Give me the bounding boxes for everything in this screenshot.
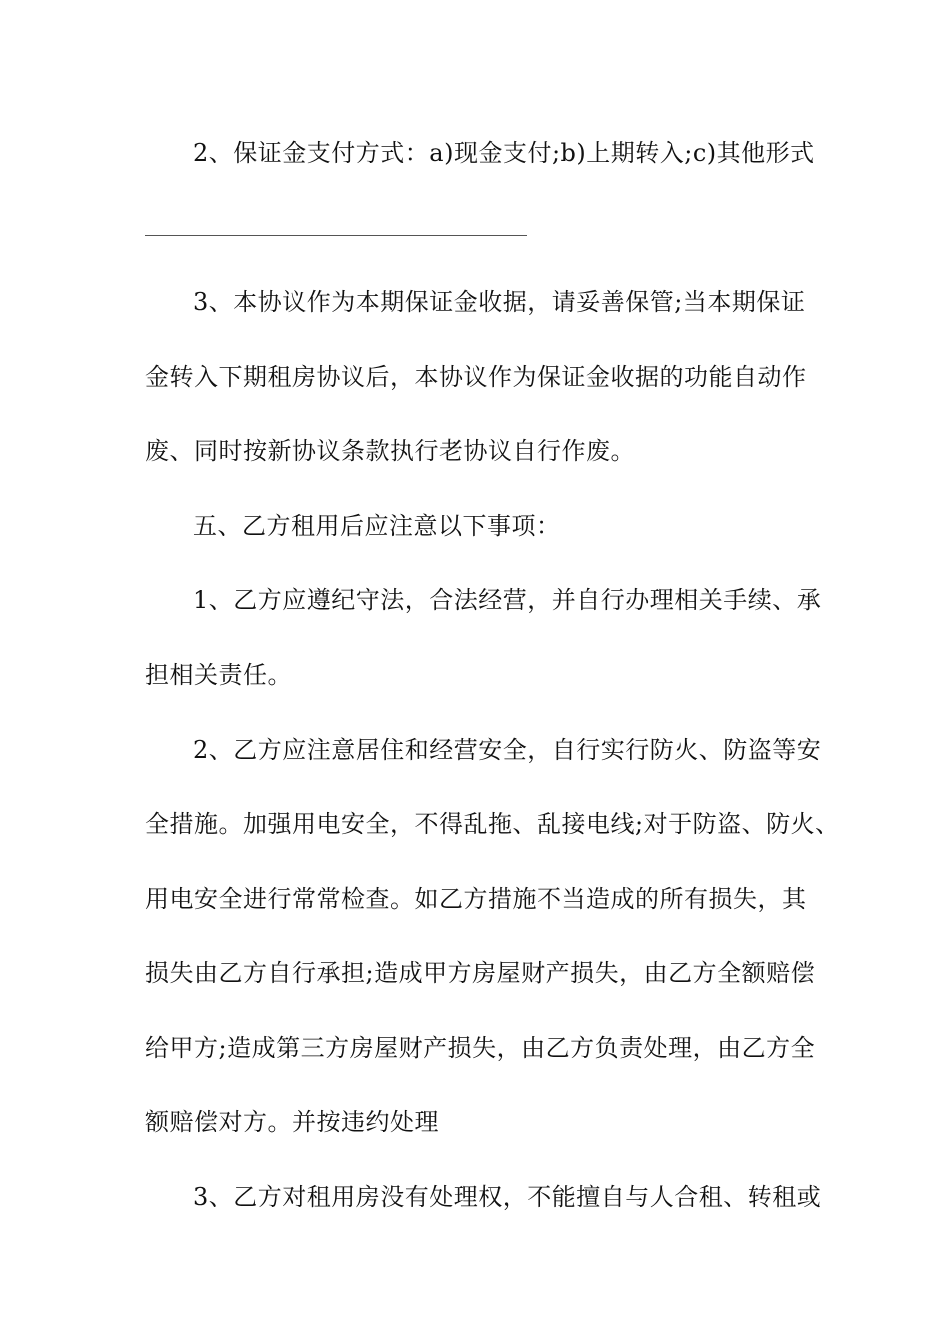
paragraph-line: 3、本协议作为本期保证金收据，请妥善保管;当本期保证 — [193, 288, 806, 316]
paragraph-line: 1、乙方应遵纪守法，合法经营，并自行办理相关手续、承 — [193, 586, 822, 614]
paragraph-line: 给甲方;造成第三方房屋财产损失，由乙方负责处理，由乙方全 — [145, 1034, 816, 1062]
paragraph-line: 全措施。加强用电安全，不得乱拖、乱接电线;对于防盗、防火、 — [145, 810, 840, 838]
section-heading: 五、乙方租用后应注意以下事项： — [193, 512, 561, 540]
paragraph-line: 金转入下期租房协议后，本协议作为保证金收据的功能自动作 — [145, 363, 807, 391]
paragraph-line: 2、乙方应注意居住和经营安全，自行实行防火、防盗等安 — [193, 736, 822, 764]
paragraph-line: 担相关责任。 — [145, 661, 292, 689]
paragraph-line: 额赔偿对方。并按违约处理 — [145, 1108, 439, 1136]
fill-in-blank-line — [145, 235, 527, 236]
deposit-payment-method-line: 2、保证金支付方式：a)现金支付;b)上期转入;c)其他形式 — [193, 139, 815, 167]
paragraph-line: 废、同时按新协议条款执行老协议自行作废。 — [145, 437, 635, 465]
paragraph-line: 用电安全进行常常检查。如乙方措施不当造成的所有损失，其 — [145, 885, 807, 913]
paragraph-line: 损失由乙方自行承担;造成甲方房屋财产损失，由乙方全额赔偿 — [145, 959, 816, 987]
paragraph-line: 3、乙方对租用房没有处理权，不能擅自与人合租、转租或 — [193, 1183, 822, 1211]
